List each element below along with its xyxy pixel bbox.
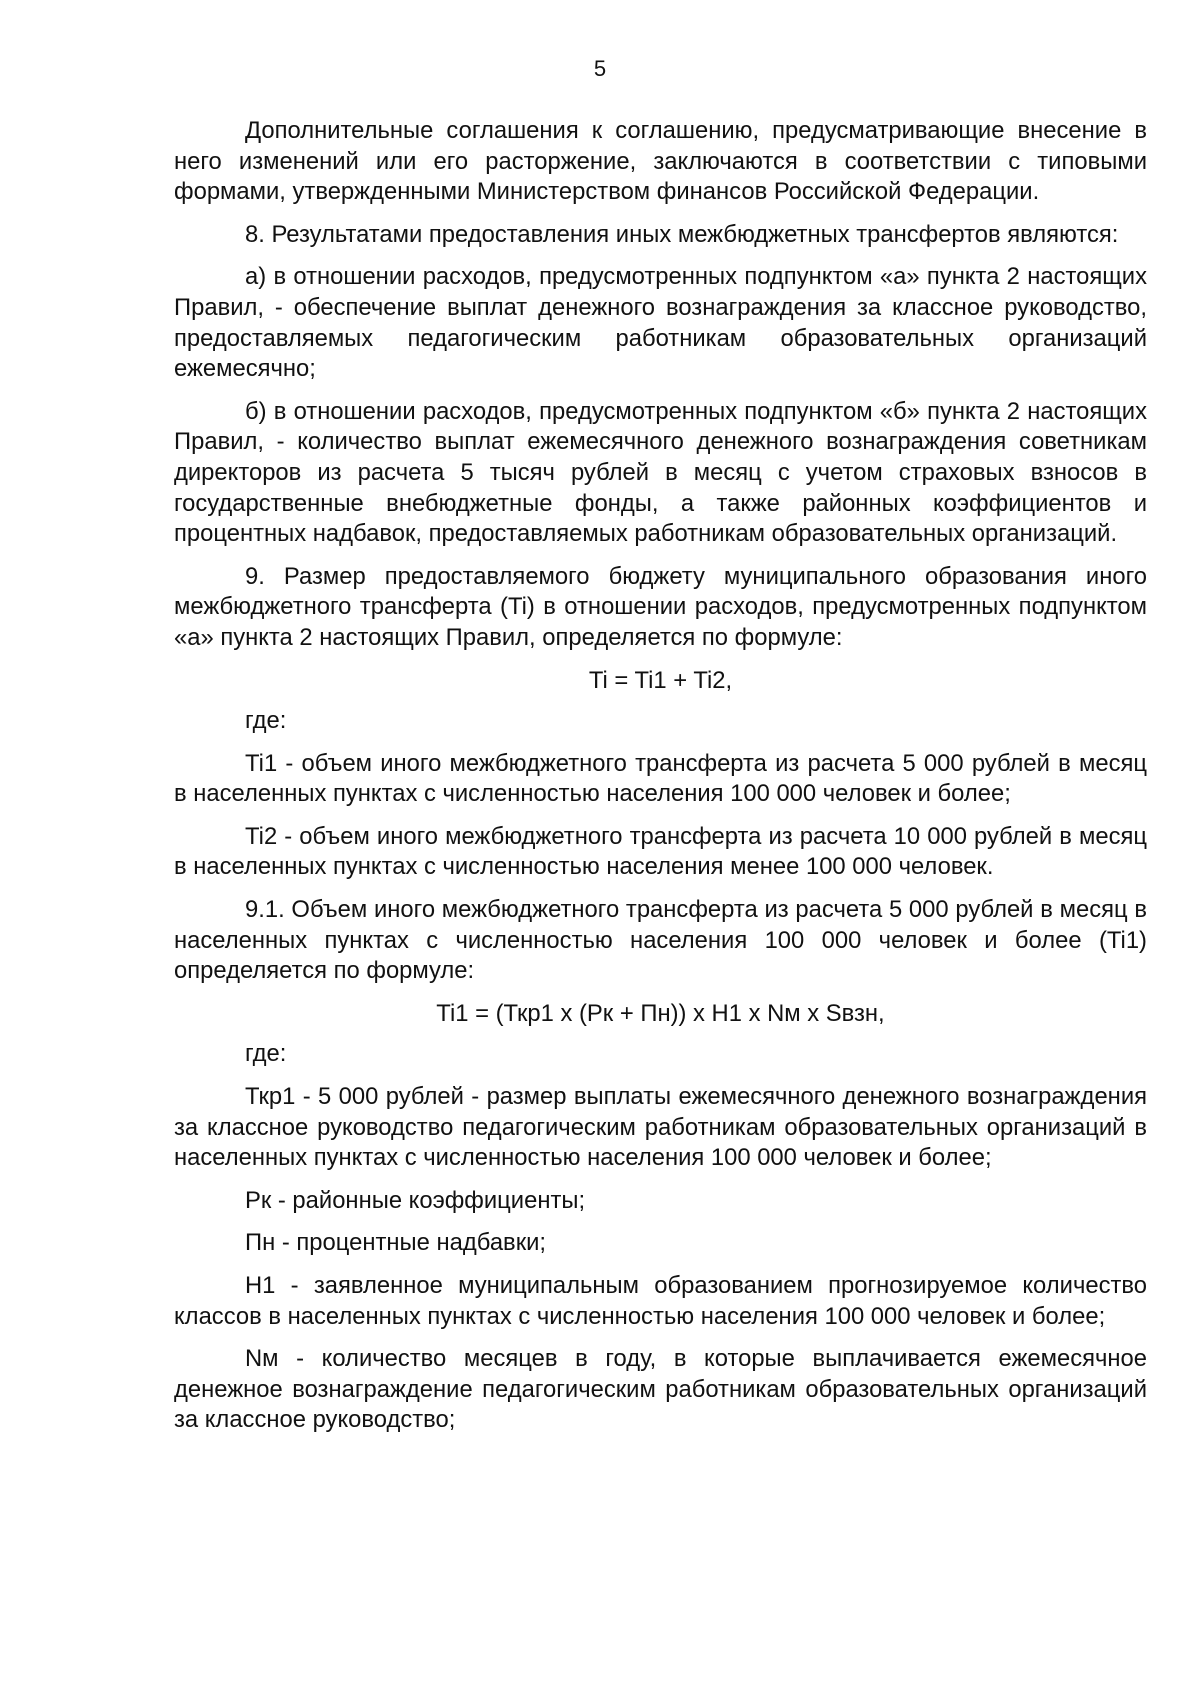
where-label-2: где:	[245, 1040, 287, 1068]
paragraph-8a: а) в отношении расходов, предусмотренных подпунктом «а» пункта 2 настоящих Правил, - обеспечение выплат денежного вознаграждения за классное руководство, предоставляемых педагогическим работникам образовательных организаций ежемесячно;	[174, 263, 1147, 383]
formula-ti: Ti = Ti1 + Ti2,	[588, 666, 733, 694]
paragraph-9: 9. Размер предоставляемого бюджету муниципального образования иного межбюджетного трансферта (Ti) в отношении расходов, предусмотренных подпунктом «а» пункта 2 настоящих Правил, определяется по формуле:	[174, 562, 1147, 651]
where-label-1: где:	[245, 707, 287, 735]
definition-tkr1: Ткр1 - 5 000 рублей - размер выплаты ежемесячного денежного вознаграждения за классное руководство педагогическим работникам образовательных организаций в населенных пунктах с численностью населения 100 000 человек и более;	[174, 1083, 1147, 1172]
document-body	[174, 116, 1147, 1448]
definition-ti1: Ti1 - объем иного межбюджетного трансферта из расчета 5 000 рублей в месяц в населенных пунктах с численностью населения 100 000 человек и более;	[174, 749, 1147, 808]
page-number: 5	[593, 56, 607, 81]
formula-ti1: Ti1 = (Ткр1 x (Рк + Пн)) x Н1 x Nм x Sвзн,	[436, 999, 885, 1027]
definition-rk: Рк - районные коэффициенты;	[245, 1186, 586, 1214]
definition-nm: Nм - количество месяцев в году, в которые выплачивается ежемесячное денежное вознаграждение педагогическим работникам образовательных организаций за классное руководство;	[174, 1345, 1147, 1434]
definition-n1: Н1 - заявленное муниципальным образованием прогнозируемое количество классов в населенных пунктах с численностью населения 100 000 человек и более;	[174, 1272, 1147, 1330]
definition-ti2: Ti2 - объем иного межбюджетного трансферта из расчета 10 000 рублей в месяц в населенных пунктах с численностью населения менее 100 000 человек.	[174, 822, 1147, 881]
definition-pn: Пн - процентные надбавки;	[245, 1229, 547, 1257]
paragraph-9-1: 9.1. Объем иного межбюджетного трансферта из расчета 5 000 рублей в месяц в населенных пунктах с численностью населения 100 000 человек и более (Ti1) определяется по формуле:	[174, 896, 1147, 985]
paragraph-8b: б) в отношении расходов, предусмотренных подпунктом «б» пункта 2 настоящих Правил, - количество выплат ежемесячного денежного вознаграждения советникам директоров из расчета 5 тысяч рублей в месяц с учетом страховых взносов в государственные внебюджетные фонды, а также районных коэффициентов и процентных надбавок, предоставляемых работникам образовательных организаций.	[174, 397, 1147, 548]
paragraph-additional-agreements: Дополнительные соглашения к соглашению, предусматривающие внесение в него изменений или его расторжение, заключаются в соответствии с типовыми формами, утвержденными Министерством финансов Российской Федерации.	[174, 117, 1147, 206]
paragraph-8-results: 8. Результатами предоставления иных межбюджетных трансфертов являются:	[245, 220, 1119, 248]
